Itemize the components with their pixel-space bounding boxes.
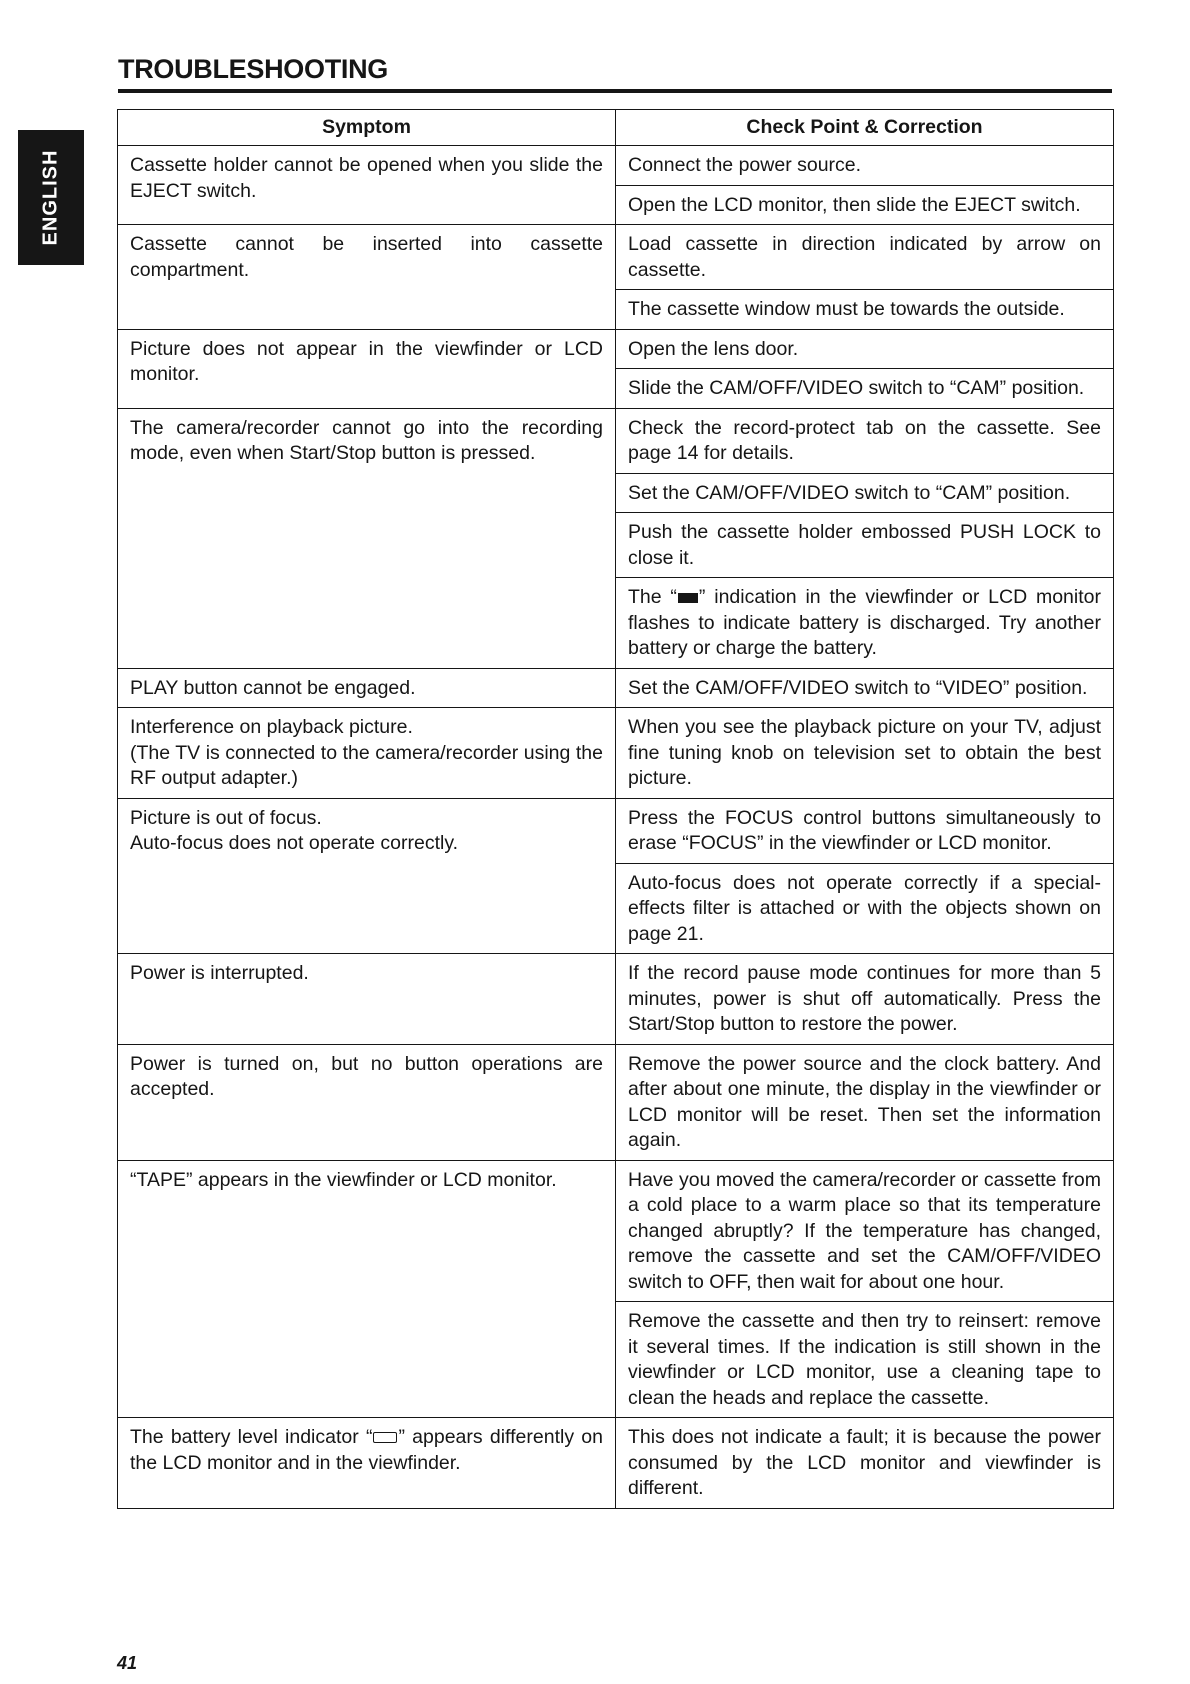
check-cell: Open the lens door.	[616, 329, 1114, 369]
troubleshooting-table	[117, 109, 1114, 1509]
check-cell: This does not indicate a fault; it is because the power consumed by the LCD monitor and viewfinder is different.	[616, 1418, 1114, 1509]
symptom-cell	[118, 1418, 616, 1509]
symptom-cell: Power is turned on, but no button operations are accepted.	[118, 1044, 616, 1160]
check-header: Check Point & Correction	[616, 110, 1114, 146]
symptom-line: (The TV is connected to the camera/recorder using the RF output adapter.)	[130, 741, 603, 789]
check-cell: Slide the CAM/OFF/VIDEO switch to “CAM” position.	[616, 369, 1114, 409]
check-cell: Open the LCD monitor, then slide the EJECT switch.	[616, 185, 1114, 225]
symptom-cell: Picture does not appear in the viewfinder or LCD monitor.	[118, 329, 616, 408]
table-row	[118, 329, 1114, 369]
battery-level-icon	[373, 1432, 397, 1443]
symptom-cell: Cassette holder cannot be opened when you slide the EJECT switch.	[118, 146, 616, 225]
table-row	[118, 954, 1114, 1045]
check-cell: Set the CAM/OFF/VIDEO switch to “VIDEO” position.	[616, 668, 1114, 708]
check-cell: Have you moved the camera/recorder or cassette from a cold place to a warm place so that its temperature changed abruptly? If the temperature has changed, remove the cassette and set the CAM/OFF/VIDEO switch to OFF, then wait for about one hour.	[616, 1160, 1114, 1302]
table-row	[118, 1418, 1114, 1509]
check-cell: If the record pause mode continues for more than 5 minutes, power is shut off automatically. Press the Start/Stop button to restore the power.	[616, 954, 1114, 1045]
side-tab-label: ENGLISH	[39, 149, 62, 246]
symptom-cell: Power is interrupted.	[118, 954, 616, 1045]
check-cell: Load cassette in direction indicated by arrow on cassette.	[616, 225, 1114, 290]
title-rule	[118, 89, 1112, 93]
table-row	[118, 668, 1114, 708]
side-tab-english	[18, 130, 84, 265]
symptom-cell: PLAY button cannot be engaged.	[118, 668, 616, 708]
symptom-cell: Cassette cannot be inserted into cassette compartment.	[118, 225, 616, 330]
symptom-cell: The camera/recorder cannot go into the recording mode, even when Start/Stop button is pressed.	[118, 408, 616, 668]
check-cell: Remove the power source and the clock battery. And after about one minute, the display in the viewfinder or LCD monitor will be reset. Then set the information again.	[616, 1044, 1114, 1160]
table-row	[118, 408, 1114, 473]
check-cell: Auto-focus does not operate correctly if a special-effects filter is attached or with the objects shown on page 21.	[616, 863, 1114, 954]
symptom-line: Auto-focus does not operate correctly.	[130, 832, 459, 854]
check-cell: Press the FOCUS control buttons simultaneously to erase “FOCUS” in the viewfinder or LCD monitor.	[616, 798, 1114, 863]
check-cell	[616, 578, 1114, 669]
table-row	[118, 225, 1114, 290]
page-number: 41	[117, 1653, 138, 1673]
check-cell: Connect the power source.	[616, 146, 1114, 186]
table-row	[118, 1044, 1114, 1160]
check-cell: The cassette window must be towards the outside.	[616, 290, 1114, 330]
symptom-header: Symptom	[118, 110, 616, 146]
check-cell: Push the cassette holder embossed PUSH LOCK to close it.	[616, 513, 1114, 578]
check-cell: When you see the playback picture on your TV, adjust fine tuning knob on television set to obtain the best picture.	[616, 708, 1114, 799]
check-cell: Check the record-protect tab on the cassette. See page 14 for details.	[616, 408, 1114, 473]
check-cell: Remove the cassette and then try to reinsert: remove it several times. If the indication is still shown in the viewfinder or LCD monitor, use a cleaning tape to clean the heads and replace the cassette.	[616, 1302, 1114, 1418]
table-row	[118, 708, 1114, 799]
battery-check-after: ” indication in the viewfinder or LCD monitor flashes to indicate battery is discharged. Try another battery or charge the battery.	[628, 586, 1101, 659]
symptom-cell	[118, 798, 616, 954]
battery-check-before: The “	[628, 586, 677, 608]
battery-symptom-before: The battery level indicator “	[130, 1426, 373, 1448]
symptom-cell: “TAPE” appears in the viewfinder or LCD monitor.	[118, 1160, 616, 1418]
table-row	[118, 146, 1114, 186]
page-title: TROUBLESHOOTING	[118, 54, 388, 84]
battery-discharged-icon	[678, 593, 698, 603]
symptom-cell	[118, 708, 616, 799]
table-row	[118, 798, 1114, 863]
symptom-line: Interference on playback picture.	[130, 716, 413, 738]
table-header-row	[118, 110, 1114, 146]
symptom-line: Picture is out of focus.	[130, 806, 322, 829]
check-cell: Set the CAM/OFF/VIDEO switch to “CAM” position.	[616, 473, 1114, 513]
table-row	[118, 1160, 1114, 1302]
battery-symptom-after: ” appears differently on the LCD monitor and in the viewfinder.	[130, 1426, 603, 1474]
